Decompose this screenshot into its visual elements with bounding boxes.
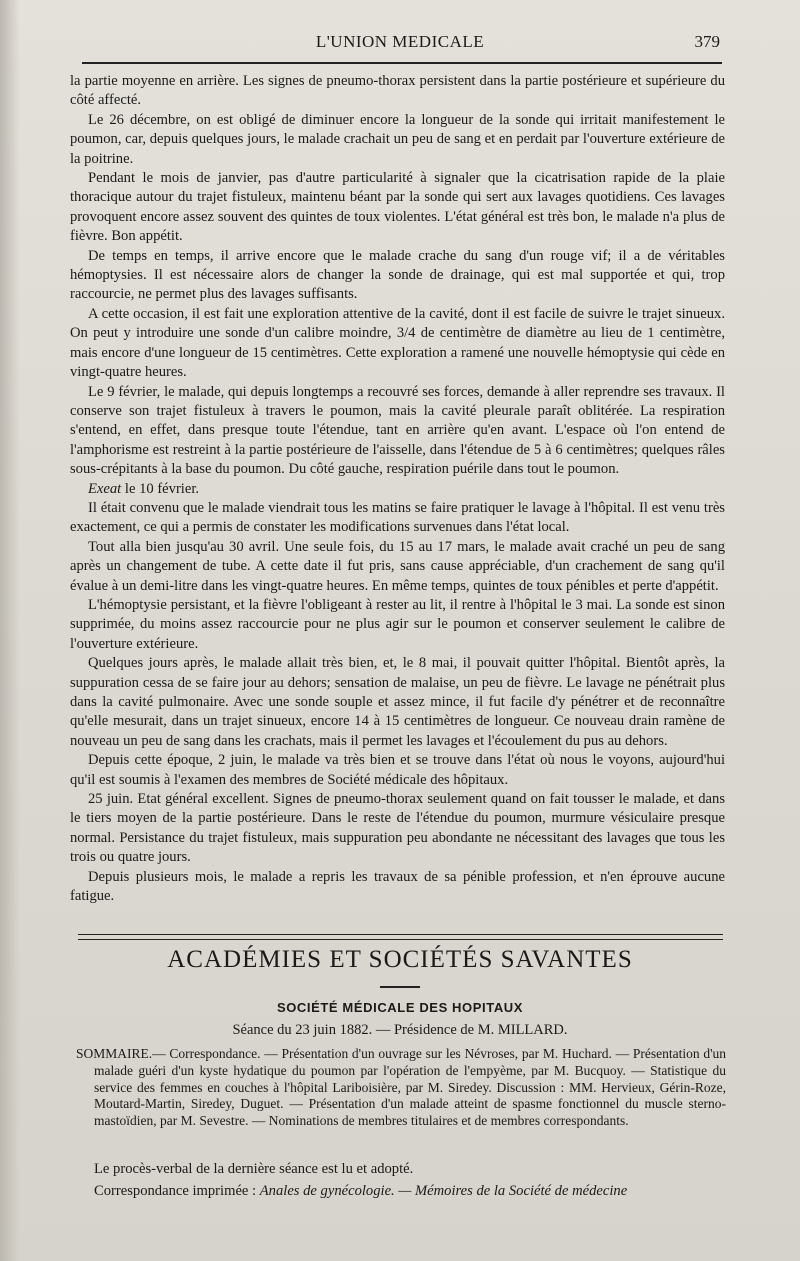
paragraph-exeat — [70, 480, 725, 499]
paragraph: la partie moyenne en arrière. Les signes de pneumo-thorax persistent dans la partie postérieure et supérieure du côté affecté. — [70, 73, 725, 109]
article-body — [70, 72, 725, 906]
correspondance — [76, 1180, 726, 1202]
paragraph: L'hémoptysie persistant, et la fièvre l'obligeant à rester au lit, il rentre à l'hôpital le 3 mai. La sonde est sinon supprimée, du moins assez raccourcie pour ne plus agir sur le poumon et conserver seulement le calibre de l'ouverture extérieure. — [70, 596, 725, 652]
paragraph: Tout alla bien jusqu'au 30 avril. Une seule fois, du 15 au 17 mars, le malade avait craché un peu de sang après un changement de tube. A cette date il fut pris, sans cause appréciable, d'un crachement de sang qu'il évalue à un demi-litre dans les vingt-quatre heures. En même temps, quintes de toux pénibles et perte d'appétit. — [70, 538, 725, 594]
sommaire-label: SOMMAIRE. — [76, 1046, 153, 1061]
paragraph: Il était convenu que le malade viendrait tous les matins se faire pratiquer le lavage à l'hôpital. Il est venu très exactement, ce qui a permis de constater les modifications survenues dans l'état local. — [70, 499, 725, 536]
section-short-rule — [380, 986, 420, 988]
sommaire-text: — Correspondance. — Présentation d'un ouvrage sur les Névroses, par M. Huchard. — Présentation d'un malade guéri d'un kyste hydatique du poumon par l'opération de l'empyème, par M. Bucquoy. — Statistique du service des femmes en couches à l'hôpital Lariboisière, par M. Siredey. Discussion : MM. Hervieux, Gérin-Roze, Moutard-Martin, Siredey, Duguet. — Présentation d'un malade atteint de spasme fonctionnel du muscle sterno-mastoïdien, par M. Sevestre. — Nominations de membres titulaires et de membres correspondants. — [94, 1046, 726, 1129]
scan-edge-shadow — [0, 0, 20, 1261]
paragraph: De temps en temps, il arrive encore que le malade crache du sang d'un rouge vif; il a de véritables hémoptysies. Il est nécessaire alors de changer la sonde de drainage, qui est mal supportée et qui, trop raccourcie, ne permet plus des lavages suffisants. — [70, 247, 725, 303]
running-title: L'UNION MEDICALE — [315, 32, 485, 51]
page-number: 379 — [694, 32, 720, 51]
paragraph: Depuis plusieurs mois, le malade a repris les travaux de sa pénible profession, et n'en éprouve aucune fatigue. — [70, 868, 725, 905]
exeat-date: le 10 février. — [124, 480, 200, 497]
section-double-rule — [78, 934, 723, 940]
paragraph: 25 juin. Etat général excellent. Signes de pneumo-thorax seulement quand on fait tousser le malade, et dans le tiers moyen de la partie postérieure. Dans le reste de l'étendue du poumon, murmure vésiculaire presque normal. Persistance du trajet fistuleux, mais suppuration peu abondante ne nécessitant des lavages que tous les trois ou quatre jours. — [70, 791, 725, 866]
correspondance-label: Correspondance imprimée : — [94, 1183, 257, 1199]
seance-line: Séance du 23 juin 1882. — Présidence de M. MILLARD. — [232, 1022, 568, 1038]
proces-verbal-text: Le procès-verbal de la dernière séance est lu et adopté. — [94, 1161, 414, 1177]
paragraph: Le 9 février, le malade, qui depuis longtemps a recouvré ses forces, demande à aller reprendre ses travaux. Il conserve son trajet fistuleux à travers le poumon, mais la cavité pleurale paraît oblitérée. La respiration s'entend, en effet, dans presque toute l'étendue, tant en arrière qu'en avant. L'espace où l'on entend de l'amphorisme est restreint à la partie postérieure de l'aisselle, dans l'étendue de 5 à 6 centimètres; quelques râles sous-crépitants à la base du poumon. Du côté gauche, respiration puérile dans tout le poumon. — [70, 383, 725, 478]
page-header — [80, 32, 720, 56]
sommaire-paragraph — [76, 1046, 726, 1130]
paragraph: Depuis cette époque, 2 juin, le malade va très bien et se trouve dans l'état où nous le voyons, aujourd'hui qu'il est soumis à l'examen des membres de Société médicale des hôpitaux. — [70, 752, 725, 788]
correspondance-text: Anales de gynécologie. — Mémoires de la Société de médecine — [259, 1183, 628, 1199]
header-rule — [82, 62, 722, 64]
sommaire — [76, 1046, 726, 1130]
correspondance-paragraph — [76, 1180, 726, 1202]
paragraph: Pendant le mois de janvier, pas d'autre particularité à signaler que la cicatrisation rapide de la plaie thoracique autour du trajet fistuleux, maintenu béant par la sonde qui sert aux lavages quotidiens. Ces lavages provoquent encore assez souvent des quintes de toux violentes. L'état général est très bon, le malade n'a plus de fièvre. Bon appétit. — [70, 170, 725, 245]
paragraph: Le 26 décembre, on est obligé de diminuer encore la longueur de la sonde qui irritait manifestement le poumon, car, depuis quelques jours, le malade crachait un peu de sang et en perdait par l'ouverture extérieure de la poitrine. — [70, 111, 725, 167]
section-title: ACADÉMIES ET SOCIÉTÉS SAVANTES — [167, 946, 633, 973]
paragraph: Quelques jours après, le malade allait très bien, et, le 8 mai, il pouvait quitter l'hôpital. Bientôt après, la suppuration cessa de se faire jour au dehors; sensation de malaise, un peu de fièvre. Le lavage ne pénétrait plus dans la cavité pulmonaire. Avec une sonde souple et assez mince, il fut facile d'y pénétrer et de reconnaître qu'elle mesurait, dans un trajet sinueux, encore 14 à 15 centimètres de longueur. Ce nouveau drain ramène de nouveau un peu de sang dans les crachats, mais il permet les lavages et l'écoulement du pus au dehors. — [70, 655, 725, 749]
proces-verbal — [76, 1158, 726, 1180]
society-title: SOCIÉTÉ MÉDICALE DES HOPITAUX — [276, 1000, 524, 1015]
paragraph: A cette occasion, il est fait une exploration attentive de la cavité, dont il est facile de suivre le trajet sinueux. On peut y introduire une sonde d'un calibre moindre, 3/4 de centimètre de diamètre au lieu de 1 centimètre, mais encore d'une longueur de 15 centimètres. Cette exploration a ramené une nouvelle hémoptysie qui cède en vingt-quatre heures. — [70, 305, 725, 381]
exeat-word: Exeat — [88, 480, 122, 497]
